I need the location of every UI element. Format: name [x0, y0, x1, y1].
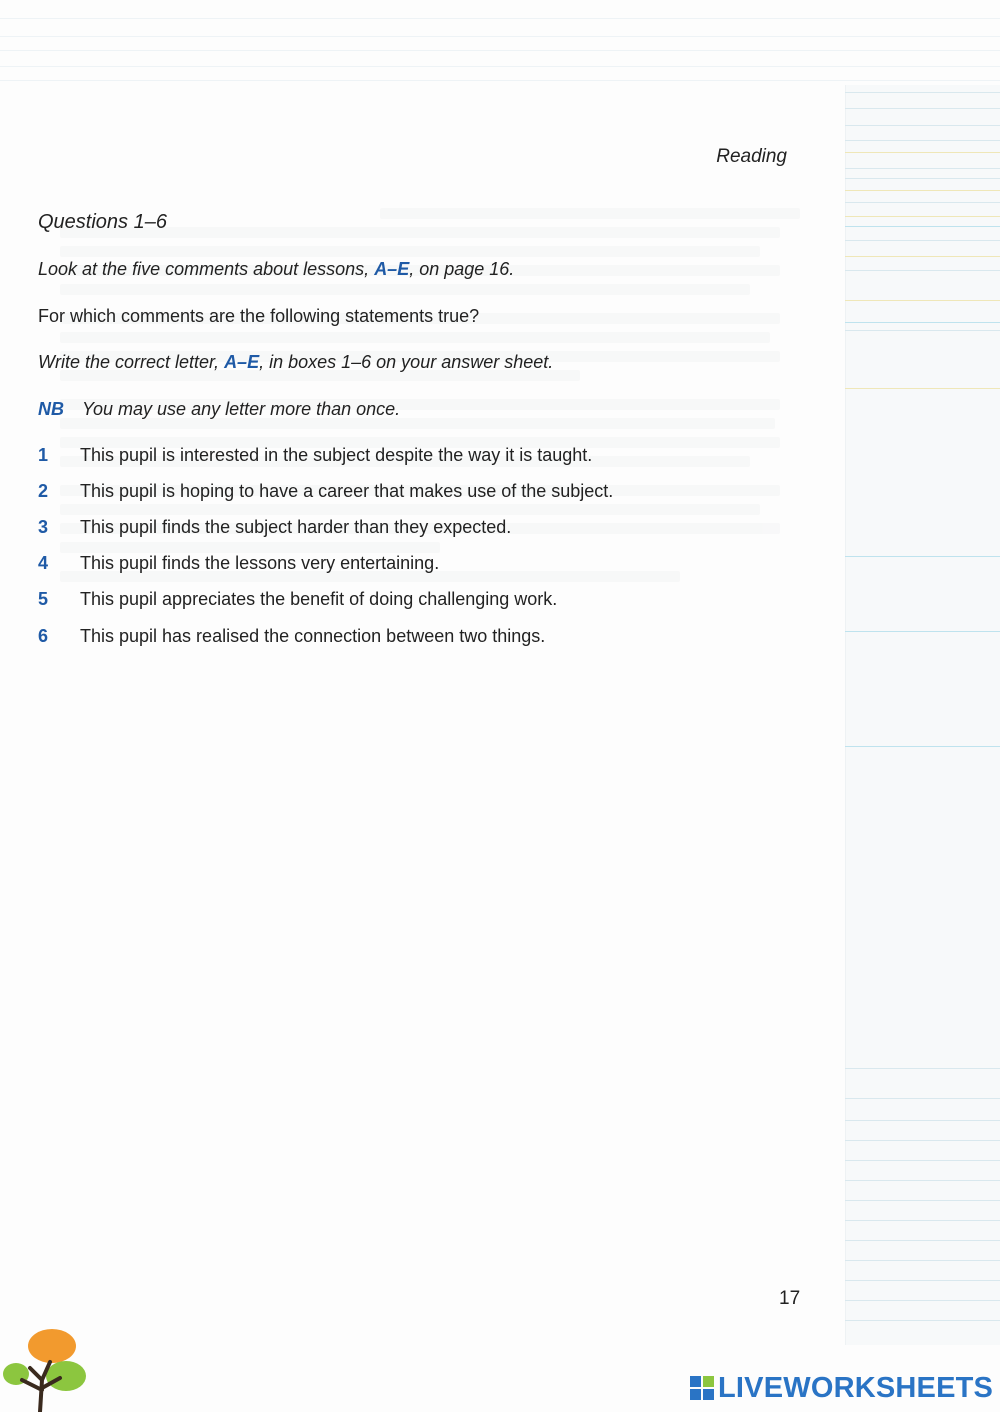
- question-number: 4: [38, 553, 49, 573]
- question-text: This pupil is interested in the subject despite the way it is taught.: [80, 445, 593, 465]
- strip-line: [845, 1240, 1000, 1241]
- strip-line: [845, 556, 1000, 557]
- question-number: 6: [38, 626, 49, 646]
- instruction-text: , on page 16.: [409, 259, 515, 279]
- strip-line: [845, 152, 1000, 153]
- nb-label: NB: [38, 399, 64, 419]
- tree-logo-icon: [0, 1328, 90, 1412]
- instruction-text: , in boxes 1–6 on your answer sheet.: [259, 352, 554, 372]
- questions-title: Questions 1–6: [38, 211, 167, 233]
- page-edge-strip: [845, 85, 1000, 1345]
- strip-line: [845, 1260, 1000, 1261]
- strip-line: [845, 202, 1000, 203]
- question-text: This pupil finds the lessons very entertaining.: [80, 553, 440, 573]
- scan-line: [0, 50, 1000, 51]
- strip-line: [845, 108, 1000, 109]
- scan-line: [0, 80, 1000, 81]
- strip-line: [845, 300, 1000, 301]
- strip-line: [845, 1320, 1000, 1321]
- strip-line: [845, 1120, 1000, 1121]
- brand-name: LIVEWORKSHEETS: [718, 1371, 994, 1404]
- strip-line: [845, 746, 1000, 747]
- question-number: 1: [38, 445, 49, 465]
- question-number: 2: [38, 481, 49, 501]
- question-text: This pupil is hoping to have a career that makes use of the subject.: [80, 481, 614, 501]
- instruction-comments: [38, 259, 514, 280]
- strip-line: [845, 1280, 1000, 1281]
- question-text: This pupil appreciates the benefit of doing challenging work.: [80, 589, 558, 609]
- strip-line: [845, 1068, 1000, 1069]
- strip-line: [845, 1200, 1000, 1201]
- strip-line: [845, 240, 1000, 241]
- strip-line: [845, 1300, 1000, 1301]
- strip-line: [845, 168, 1000, 169]
- letter-range: A–E: [374, 259, 410, 279]
- strip-line: [845, 322, 1000, 323]
- question-number: 5: [38, 589, 49, 609]
- strip-line: [845, 1180, 1000, 1181]
- question-number: 3: [38, 517, 49, 537]
- strip-line: [845, 226, 1000, 227]
- strip-line: [845, 190, 1000, 191]
- strip-line: [845, 1098, 1000, 1099]
- instruction-question: For which comments are the following statements true?: [38, 306, 480, 326]
- strip-line: [845, 388, 1000, 389]
- strip-line: [845, 631, 1000, 632]
- strip-line: [845, 1140, 1000, 1141]
- scan-line: [0, 18, 1000, 19]
- instruction-text: Write the correct letter,: [38, 352, 225, 372]
- page-number: 17: [779, 1288, 801, 1309]
- strip-line: [845, 92, 1000, 93]
- strip-line: [845, 256, 1000, 257]
- instruction-answer: [38, 352, 553, 373]
- grid-logo-icon: [690, 1376, 714, 1400]
- letter-range: A–E: [224, 352, 260, 372]
- strip-line: [845, 140, 1000, 141]
- strip-line: [845, 178, 1000, 179]
- question-text: This pupil finds the subject harder than they expected.: [80, 517, 512, 537]
- strip-line: [845, 330, 1000, 331]
- scan-line: [0, 36, 1000, 37]
- strip-line: [845, 125, 1000, 126]
- scan-line: [0, 66, 1000, 67]
- section-header: Reading: [716, 146, 787, 167]
- strip-line: [845, 270, 1000, 271]
- nb-text: You may use any letter more than once.: [82, 399, 401, 419]
- strip-line: [845, 1220, 1000, 1221]
- strip-line: [845, 216, 1000, 217]
- instruction-text: Look at the five comments about lessons,: [38, 259, 375, 279]
- brand-logo: [690, 1368, 993, 1408]
- question-text: This pupil has realised the connection between two things.: [80, 626, 546, 646]
- strip-line: [845, 1160, 1000, 1161]
